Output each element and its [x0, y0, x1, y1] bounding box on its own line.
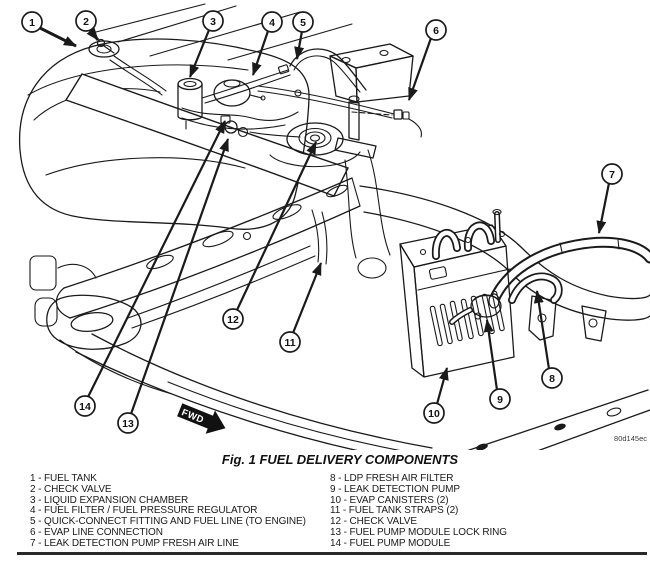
- callout-4: [262, 12, 282, 32]
- svg-text:10: 10: [428, 408, 440, 420]
- callout-2: [76, 11, 96, 31]
- bottom-right-rails: [386, 390, 650, 450]
- svg-text:5: 5: [300, 17, 306, 29]
- svg-text:1: 1: [29, 17, 35, 29]
- legend-item: 2 - CHECK VALVE: [30, 483, 112, 495]
- legend-item: 7 - LEAK DETECTION PUMP FRESH AIR LINE: [30, 537, 239, 549]
- callout-11: [280, 332, 300, 352]
- bottom-rule: [17, 552, 647, 555]
- svg-text:9: 9: [497, 394, 503, 406]
- svg-text:8: 8: [549, 373, 555, 385]
- legend-item: 6 - EVAP LINE CONNECTION: [30, 526, 163, 538]
- svg-text:14: 14: [79, 401, 91, 413]
- svg-text:4: 4: [269, 17, 275, 29]
- part-code: 80d145ec: [614, 434, 647, 443]
- callouts: [22, 11, 622, 433]
- svg-text:6: 6: [433, 25, 439, 37]
- callout-7: [602, 164, 622, 184]
- fuel-filter-regulator: [214, 80, 265, 106]
- legend-item: 5 - QUICK-CONNECT FITTING AND FUEL LINE (TO ENGINE): [30, 516, 306, 528]
- lower-frame-curves: [60, 334, 456, 450]
- legend-item: 4 - FUEL FILTER / FUEL PRESSURE REGULATOR: [30, 505, 258, 517]
- body-lines: [96, 4, 352, 60]
- legend-left-column: [30, 474, 326, 550]
- figure-caption: Fig. 1 FUEL DELIVERY COMPONENTS: [221, 452, 459, 467]
- legend-item: 11 - FUEL TANK STRAPS (2): [330, 505, 459, 517]
- svg-text:7: 7: [609, 169, 615, 181]
- right-frame-rail: [360, 186, 650, 341]
- callout-13: [118, 413, 138, 433]
- svg-text:12: 12: [227, 314, 239, 326]
- callout-12: [223, 309, 243, 329]
- callout-5: [293, 12, 313, 32]
- legend-item: 13 - FUEL PUMP MODULE LOCK RING: [330, 526, 507, 538]
- legend-item: 12 - CHECK VALVE: [330, 516, 417, 528]
- svg-text:3: 3: [210, 16, 216, 28]
- svg-text:FWD: FWD: [179, 407, 206, 427]
- evap-canisters: [400, 210, 514, 378]
- fuel-lines: [182, 49, 394, 129]
- legend-right-column: [330, 474, 646, 550]
- callout-9: [490, 389, 510, 409]
- legend-item: 1 - FUEL TANK: [30, 473, 97, 484]
- legend-item: 3 - LIQUID EXPANSION CHAMBER: [30, 494, 189, 506]
- legend-item: 14 - FUEL PUMP MODULE: [330, 537, 451, 549]
- callout-3: [203, 11, 223, 31]
- legend-item: 9 - LEAK DETECTION PUMP: [330, 483, 460, 495]
- mount-bracket-top: [330, 44, 413, 278]
- callout-10: [424, 403, 444, 423]
- svg-text:11: 11: [284, 337, 296, 349]
- svg-text:2: 2: [83, 16, 89, 28]
- callout-1: [22, 12, 42, 32]
- left-brackets: [30, 256, 96, 326]
- callout-14: [75, 396, 95, 416]
- legend-item: 10 - EVAP CANISTERS (2): [330, 494, 449, 506]
- callout-8: [542, 368, 562, 388]
- svg-text:13: 13: [122, 418, 134, 430]
- evap-line-connection: [352, 110, 421, 137]
- legend-item: 8 - LDP FRESH AIR FILTER: [330, 473, 454, 484]
- callout-6: [426, 20, 446, 40]
